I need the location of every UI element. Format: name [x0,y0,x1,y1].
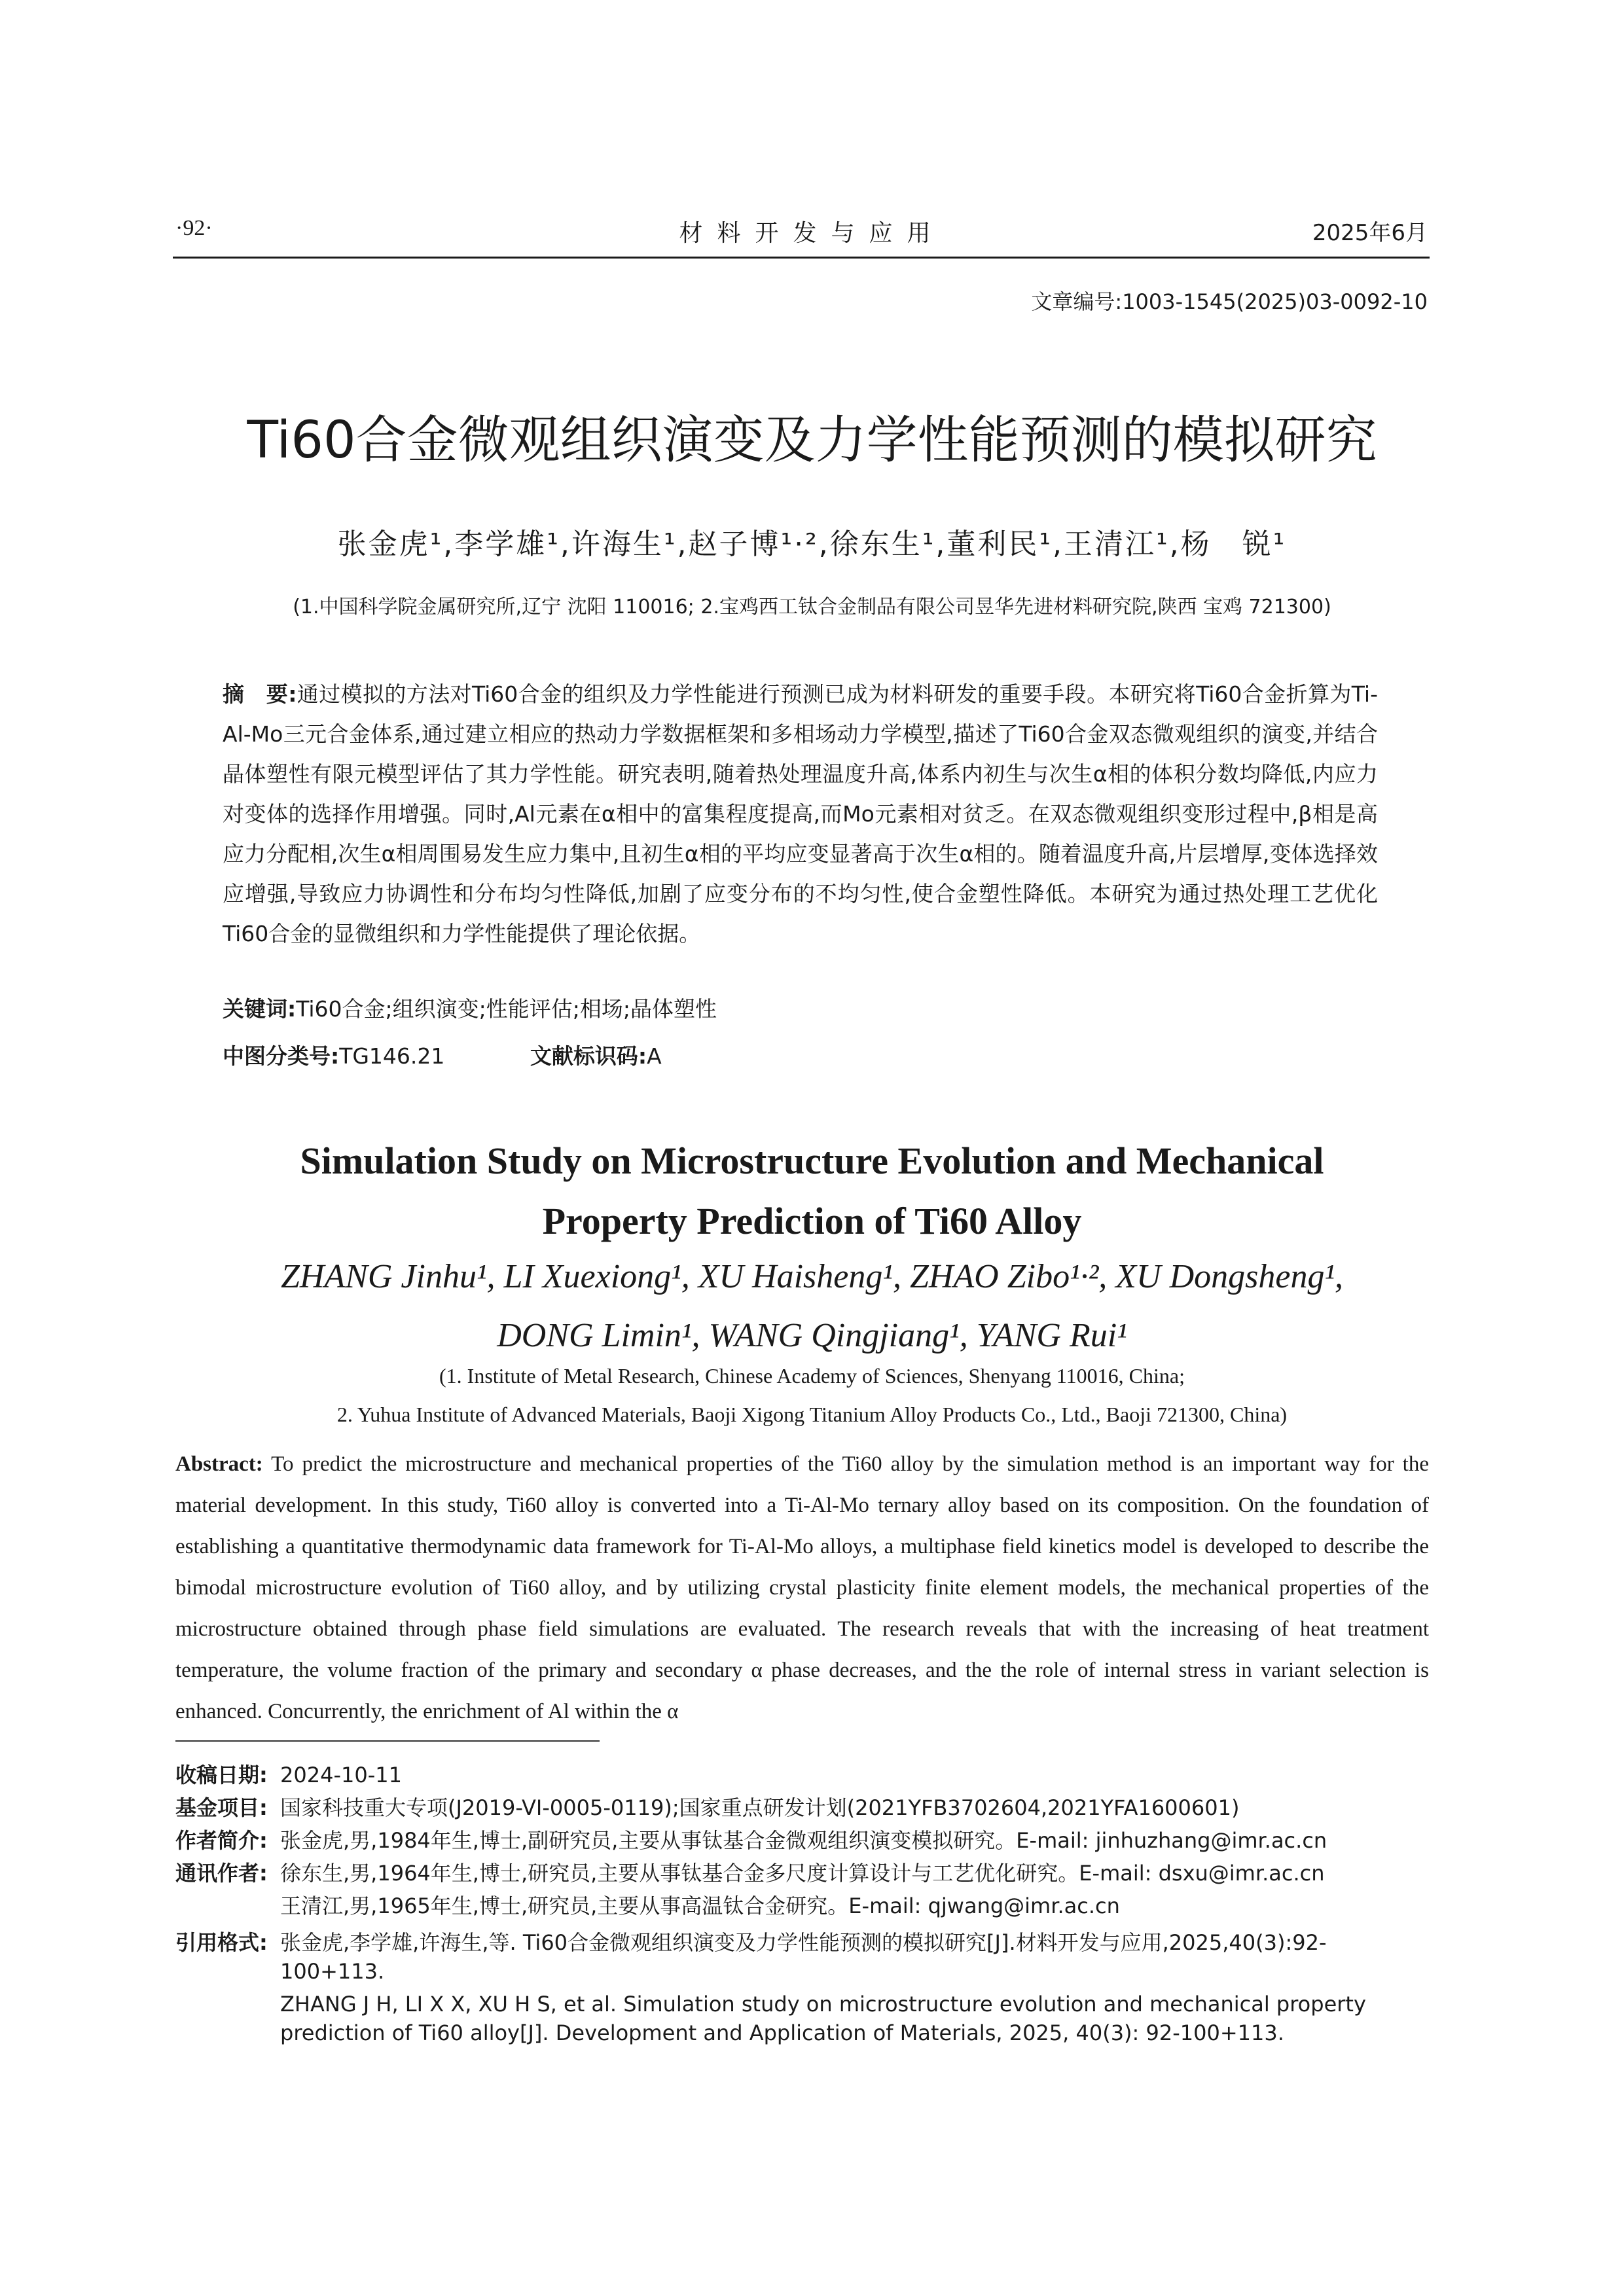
footnote-citation [175,1928,1429,2051]
issue-date: 2025年6月 [1312,220,1428,246]
article-number: 文章编号:1003-1545(2025)03-0092-10 [1031,289,1428,314]
footnote-rule [175,1740,600,1742]
class-number-value: TG146.21 [339,1043,445,1069]
footnote-bio [175,1826,1429,1855]
corresponding-author-2: 王清江,男,1965年生,博士,研究员,主要从事高温钛合金研究。E-mail: qjwang@imr.ac.cn [280,1893,1120,1918]
english-abstract-label: Abstract: [175,1452,263,1476]
corresponding-label: 通讯作者: [175,1861,268,1886]
document-code [530,1043,662,1069]
journal-name: 材料开发与应用 [679,220,945,247]
bio-text: 张金虎,男,1984年生,博士,副研究员,主要从事钛基合金微观组织演变模拟研究。E-mail: jinhuzhang@imr.ac.cn [280,1828,1327,1853]
fund-label: 基金项目: [175,1795,268,1820]
document-code-value: A [647,1043,662,1069]
footnote-corresponding [175,1859,1429,1924]
footnotes [175,1761,1429,2055]
page-number: ·92· [175,216,213,240]
english-abstract [175,1444,1429,1732]
classification-row [223,1039,662,1070]
fund-text: 国家科技重大专项(J2019-VI-0005-0119);国家重点研发计划(2021YFB3702604,2021YFA1600601) [280,1795,1240,1820]
citation-label: 引用格式: [175,1930,268,1955]
corresponding-text [280,1859,1429,1924]
keywords-text: Ti60合金;组织演变;性能评估;相场;晶体塑性 [296,996,717,1022]
corresponding-author-1: 徐东生,男,1964年生,博士,研究员,主要从事钛基合金多尺度计算设计与工艺优化研究。E-mail: dsxu@imr.ac.cn [280,1861,1325,1886]
class-number-label: 中图分类号: [223,1043,340,1069]
chinese-title: Ti60合金微观组织演变及力学性能预测的模拟研究 [247,411,1377,470]
citation-text [280,1928,1429,2051]
chinese-abstract-text: 通过模拟的方法对Ti60合金的组织及力学性能进行预测已成为材料研发的重要手段。本研究将Ti60合金折算为Ti-Al-Mo三元合金体系,通过建立相应的热动力学数据框架和多相场动力学模型,描述了Ti60合金双态微观组织的演变,并结合晶体塑性有限元模型评估了其力学性能。研究表明,随着热处理温度升高,体系内初生与次生α相的体积分数均降低,内应力对变体的选择作用增强。同时,Al元素在α相中的富集程度提高,而Mo元素相对贫乏。在双态微观组织变形过程中,β相是高应力分配相,次生α相周围易发生应力集中,且初生α相的平均应变显著高于次生α相的。随着温度升高,片层增厚,变体选择效应增强,导致应力协调性和分布均匀性降低,加剧了应变分布的不均匀性,使合金塑性降低。本研究为通过热处理工艺优化Ti60合金的显微组织和力学性能提供了理论依据。 [223,681,1378,946]
received-label: 收稿日期: [175,1763,268,1787]
english-abstract-text: To predict the microstructure and mechanical properties of the Ti60 alloy by the simulation method is an important way for the material development. In this study, Ti60 alloy is converted into a Ti-Al-Mo ternary alloy based on its composition. On the foundation of establishing a quantitative thermodynamic data framework for Ti-Al-Mo alloys, a multiphase field kinetics model is developed to describe the bimodal microstructure evolution of Ti60 alloy, and by utilizing crystal plasticity finite element models, the mechanical properties of the microstructure obtained through phase field simulations are evaluated. The research reveals that with the increasing of heat treatment temperature, the volume fraction of the primary and secondary α phase decreases, and the the role of internal stress in variant selection is enhanced. Concurrently, the enrichment of Al within the α [175,1452,1429,1723]
english-affiliation-2: 2. Yuhua Institute of Advanced Materials, Baoji Xigong Titanium Alloy Products Co., Ltd., Baoji 721300, China) [336,1403,1288,1426]
received-date: 2024-10-11 [280,1763,402,1787]
footnote-fund [175,1793,1429,1822]
chinese-abstract [223,674,1378,954]
chinese-keywords [223,992,1378,1023]
document-code-label: 文献标识码: [530,1043,647,1069]
english-authors [0,1247,1624,1365]
english-title-line-2: Property Prediction of Ti60 Alloy [542,1200,1082,1242]
citation-english: ZHANG J H, LI X X, XU H S, et al. Simulation study on microstructure evolution and mechanical property prediction of Ti60 alloy[J]. Development and Application of Materials, 2025, 40(3): 92-100+113. [280,1992,1366,2045]
keywords-label: 关键词: [223,996,297,1022]
chinese-abstract-label: 摘 要: [223,681,297,707]
english-title-line-1: Simulation Study on Microstructure Evolution and Mechanical [300,1139,1324,1182]
english-title [0,1131,1624,1251]
chinese-authors: 张金虎¹,李学雄¹,许海生¹,赵子博¹·²,徐东生¹,董利民¹,王清江¹,杨 锐¹ [337,528,1287,561]
citation-chinese: 张金虎,李学雄,许海生,等. Ti60合金微观组织演变及力学性能预测的模拟研究[J].材料开发与应用,2025,40(3):92-100+113. [280,1930,1327,1984]
english-affiliation-1: (1. Institute of Metal Research, Chinese Academy of Sciences, Shenyang 110016, China; [439,1364,1185,1388]
chinese-affiliations: (1.中国科学院金属研究所,辽宁 沈阳 110016; 2.宝鸡西工钛合金制品有限公司昱华先进材料研究院,陕西 宝鸡 721300) [293,596,1331,619]
footnote-received [175,1761,1429,1789]
english-authors-line-1: ZHANG Jinhu¹, LI Xuexiong¹, XU Haisheng¹, ZHAO Zibo¹·², XU Dongsheng¹, [280,1258,1344,1295]
english-authors-line-2: DONG Limin¹, WANG Qingjiang¹, YANG Rui¹ [497,1317,1127,1354]
bio-label: 作者简介: [175,1828,268,1853]
header-rule [173,257,1430,259]
